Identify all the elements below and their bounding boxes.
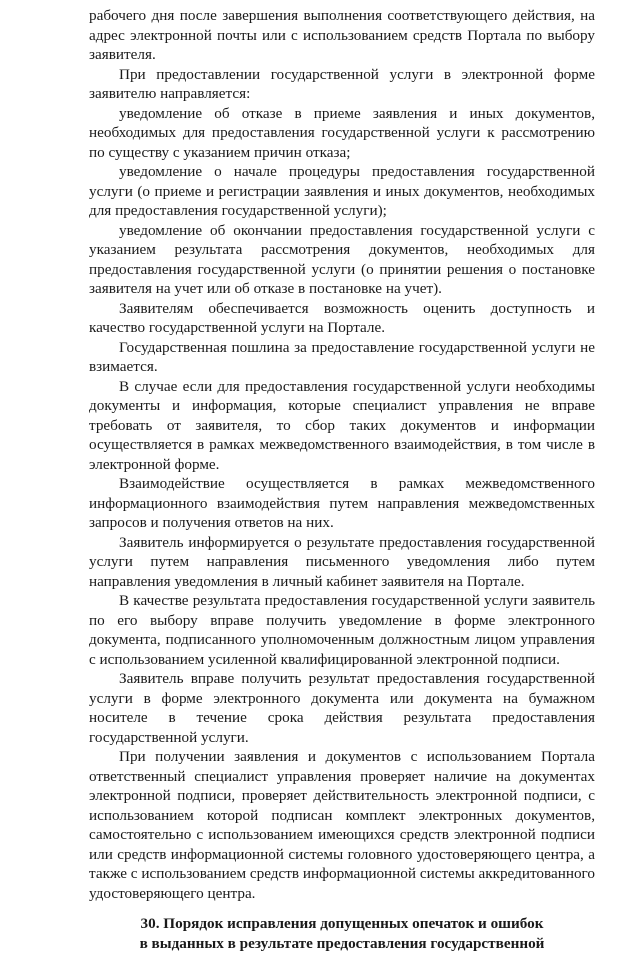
paragraph-signature-verification: При получении заявления и документов с использованием Портала ответственный специалист управления проверяет наличие на документах электронной подписи, проверяет действительность электронной подписи, с использованием которой подписан комплект электронных документов, самостоятельно с использованием имеющихся средств электронной подписи или средств информационной системы головного удостоверяющего центра, а также с использованием средств информационной системы аккредитованного удостоверяющего центра.: [89, 747, 595, 903]
section-heading-line-1: 30. Порядок исправления допущенных опечаток и ошибок: [89, 914, 595, 934]
paragraph-state-fee: Государственная пошлина за предоставление государственной услуги не взимается.: [89, 338, 595, 377]
paragraph-continuation: рабочего дня после завершения выполнения соответствующего действия, на адрес электронной почты или с использованием средств Портала по выбору заявителя.: [89, 6, 595, 65]
paragraph-quality-assessment: Заявителям обеспечивается возможность оценить доступность и качество государственной услуги на Портале.: [89, 299, 595, 338]
paragraph-interagency-documents: В случае если для предоставления государственной услуги необходимы документы и информация, которые специалист управления не вправе требовать от заявителя, то сбор таких документов и информации осуществляется в рамках межведомственного взаимодействия, в том числе в электронной форме.: [89, 377, 595, 475]
paragraph-electronic-form-intro: При предоставлении государственной услуги в электронной форме заявителю направляется:: [89, 65, 595, 104]
paragraph-refusal-notice: уведомление об отказе в приеме заявления и иных документов, необходимых для предоставления государственной услуги к рассмотрению по существу с указанием причин отказа;: [89, 104, 595, 163]
paragraph-completion-notice: уведомление об окончании предоставления государственной услуги с указанием результата рассмотрения документов, необходимых для предоставления государственной услуги (о принятии решения о постановке заявителя на учет или об отказе в постановке на учет).: [89, 221, 595, 299]
paragraph-result-informing: Заявитель информируется о результате предоставления государственной услуги путем направления письменного уведомления либо путем направления уведомления в личный кабинет заявителя на Портале.: [89, 533, 595, 592]
paragraph-interaction: Взаимодействие осуществляется в рамках межведомственного информационного взаимодействия путем направления межведомственных запросов и получения ответов на них.: [89, 474, 595, 533]
section-heading-line-2: в выданных в результате предоставления государственной: [89, 934, 595, 953]
document-page: [89, 6, 595, 953]
paragraph-result-format: Заявитель вправе получить результат предоставления государственной услуги в форме электронного документа или документа на бумажном носителе в течение срока действия результата предоставления государственной услуги.: [89, 669, 595, 747]
paragraph-electronic-result: В качестве результата предоставления государственной услуги заявитель по его выбору вправе получить уведомление в форме электронного документа, подписанного уполномоченным должностным лицом управления с использованием усиленной квалифицированной электронной подписи.: [89, 591, 595, 669]
paragraph-procedure-start-notice: уведомление о начале процедуры предоставления государственной услуги (о приеме и регистрации заявления и иных документов, необходимых для предоставления государственной услуги);: [89, 162, 595, 221]
section-heading: [89, 914, 595, 953]
